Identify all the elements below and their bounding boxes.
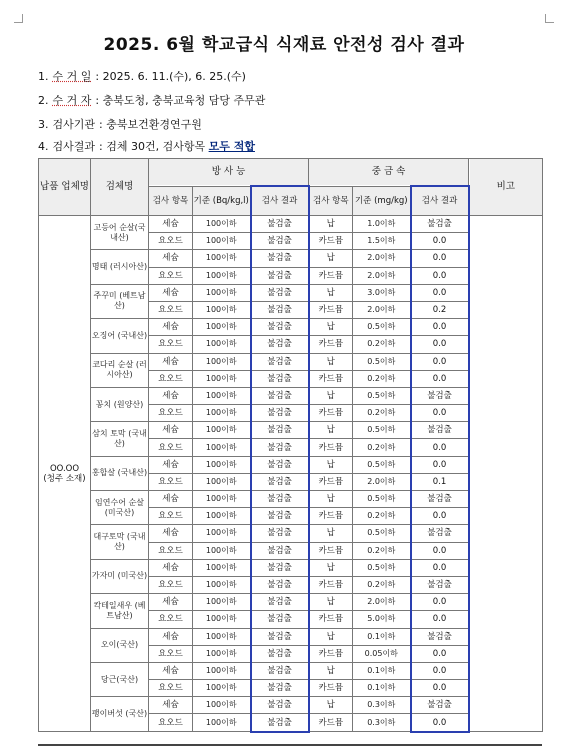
rad-standard: 100이하 <box>193 319 251 336</box>
hm-result: 0.0 <box>411 662 469 679</box>
hm-item: 납 <box>309 662 353 679</box>
hm-item: 카드뮴 <box>309 439 353 456</box>
hm-result: 0.0 <box>411 336 469 353</box>
hm-result: 0.0 <box>411 456 469 473</box>
rad-result: 불검출 <box>251 525 309 542</box>
hm-item: 카드뮴 <box>309 576 353 593</box>
sample-name: 고등어 순살(국내산) <box>91 216 149 250</box>
table-row <box>39 353 543 370</box>
hm-standard: 0.1이하 <box>353 628 411 645</box>
hm-standard: 0.5이하 <box>353 491 411 508</box>
rad-result: 불검출 <box>251 576 309 593</box>
hm-standard: 0.2이하 <box>353 405 411 422</box>
hm-result: 불검출 <box>411 491 469 508</box>
header-sample: 검체명 <box>91 159 149 216</box>
rad-standard: 100이하 <box>193 542 251 559</box>
table-row <box>39 422 543 439</box>
info-label: 검사결과 <box>52 140 96 153</box>
rad-item: 세슘 <box>149 387 193 404</box>
rad-result: 불검출 <box>251 714 309 732</box>
hm-result: 0.0 <box>411 645 469 662</box>
table-row <box>39 456 543 473</box>
hm-item: 납 <box>309 387 353 404</box>
hm-standard: 0.5이하 <box>353 525 411 542</box>
hm-standard: 3.0이하 <box>353 284 411 301</box>
rad-result: 불검출 <box>251 559 309 576</box>
rad-standard: 100이하 <box>193 645 251 662</box>
hm-item: 카드뮴 <box>309 301 353 318</box>
info-sep: : <box>95 94 100 107</box>
rad-standard: 100이하 <box>193 456 251 473</box>
rad-item: 요오드 <box>149 267 193 284</box>
hm-item: 납 <box>309 491 353 508</box>
hm-result: 불검출 <box>411 628 469 645</box>
header-radioactivity: 방 사 능 <box>149 159 309 187</box>
rad-standard: 100이하 <box>193 216 251 233</box>
rad-result: 불검출 <box>251 491 309 508</box>
rad-result: 불검출 <box>251 628 309 645</box>
rad-result: 불검출 <box>251 645 309 662</box>
hm-standard: 0.2이하 <box>353 370 411 387</box>
rad-item: 세슘 <box>149 628 193 645</box>
rad-result: 불검출 <box>251 697 309 714</box>
table-body <box>39 216 543 732</box>
rad-result: 불검출 <box>251 542 309 559</box>
table-row <box>39 491 543 508</box>
remarks-cell <box>469 216 543 732</box>
hm-standard: 0.5이하 <box>353 422 411 439</box>
hm-item: 납 <box>309 319 353 336</box>
rad-item: 세슘 <box>149 422 193 439</box>
rad-result: 불검출 <box>251 250 309 267</box>
hm-item: 카드뮴 <box>309 680 353 697</box>
sample-name: 주꾸미 (베트남산) <box>91 284 149 318</box>
rad-standard: 100이하 <box>193 301 251 318</box>
hm-item: 카드뮴 <box>309 542 353 559</box>
hm-standard: 0.1이하 <box>353 662 411 679</box>
rad-item: 세슘 <box>149 662 193 679</box>
hm-result: 0.1 <box>411 473 469 490</box>
rad-item: 요오드 <box>149 405 193 422</box>
rad-item: 세슘 <box>149 525 193 542</box>
hm-item: 납 <box>309 628 353 645</box>
rad-item: 요오드 <box>149 473 193 490</box>
rad-result: 불검출 <box>251 662 309 679</box>
rad-standard: 100이하 <box>193 559 251 576</box>
rad-standard: 100이하 <box>193 336 251 353</box>
rad-result: 불검출 <box>251 405 309 422</box>
hm-standard: 0.5이하 <box>353 387 411 404</box>
rad-standard: 100이하 <box>193 491 251 508</box>
hm-standard: 0.2이하 <box>353 336 411 353</box>
hm-result: 0.0 <box>411 284 469 301</box>
rad-result: 불검출 <box>251 594 309 611</box>
header-rad-standard: 기준 (Bq/kg,l) <box>193 186 251 216</box>
table-row <box>39 250 543 267</box>
rad-item: 요오드 <box>149 542 193 559</box>
hm-item: 카드뮴 <box>309 233 353 250</box>
table-row <box>39 697 543 714</box>
rad-standard: 100이하 <box>193 473 251 490</box>
header-hm-item: 검사 항목 <box>309 186 353 216</box>
hm-standard: 0.3이하 <box>353 697 411 714</box>
rad-standard: 100이하 <box>193 405 251 422</box>
hm-result: 0.0 <box>411 319 469 336</box>
sample-name: 홍합살 (국내산) <box>91 456 149 490</box>
hm-result: 불검출 <box>411 576 469 593</box>
hm-item: 납 <box>309 250 353 267</box>
rad-standard: 100이하 <box>193 284 251 301</box>
rad-result: 불검출 <box>251 370 309 387</box>
hm-item: 카드뮴 <box>309 645 353 662</box>
rad-result: 불검출 <box>251 422 309 439</box>
hm-result: 불검출 <box>411 387 469 404</box>
table-row <box>39 525 543 542</box>
hm-standard: 0.2이하 <box>353 508 411 525</box>
rad-standard: 100이하 <box>193 628 251 645</box>
hm-result: 불검출 <box>411 216 469 233</box>
rad-item: 세슘 <box>149 284 193 301</box>
hm-standard: 2.0이하 <box>353 594 411 611</box>
hm-item: 카드뮴 <box>309 336 353 353</box>
header-hm-result: 검사 결과 <box>411 186 469 216</box>
info-sep: : <box>95 70 100 83</box>
info-value: 검체 30건, 검사항목 <box>106 140 206 153</box>
rad-item: 세슘 <box>149 697 193 714</box>
hm-result: 0.0 <box>411 714 469 732</box>
table-row <box>39 387 543 404</box>
table-row <box>39 628 543 645</box>
rad-item: 세슘 <box>149 559 193 576</box>
rad-result: 불검출 <box>251 680 309 697</box>
hm-result: 0.0 <box>411 250 469 267</box>
rad-item: 세슘 <box>149 353 193 370</box>
rad-result: 불검출 <box>251 319 309 336</box>
table-row <box>39 559 543 576</box>
rad-standard: 100이하 <box>193 697 251 714</box>
hm-result: 0.0 <box>411 611 469 628</box>
rad-item: 요오드 <box>149 508 193 525</box>
hm-standard: 0.2이하 <box>353 439 411 456</box>
rad-standard: 100이하 <box>193 422 251 439</box>
hm-standard: 2.0이하 <box>353 250 411 267</box>
table-row <box>39 319 543 336</box>
sample-name: 명태 (러시아산) <box>91 250 149 284</box>
hm-result: 불검출 <box>411 697 469 714</box>
rad-standard: 100이하 <box>193 353 251 370</box>
hm-item: 카드뮴 <box>309 508 353 525</box>
sample-name: 칵테일새우 (베트남산) <box>91 594 149 628</box>
info-value: 충북보건환경연구원 <box>106 118 202 131</box>
rad-standard: 100이하 <box>193 439 251 456</box>
sample-name: 삼치 토막 (국내산) <box>91 422 149 456</box>
table-row <box>39 284 543 301</box>
rad-item: 요오드 <box>149 301 193 318</box>
result-highlight: 모두 적합 <box>208 140 255 153</box>
info-label: 수 거 자 <box>52 94 92 107</box>
hm-result: 불검출 <box>411 422 469 439</box>
hm-item: 카드뮴 <box>309 405 353 422</box>
hm-standard: 1.5이하 <box>353 233 411 250</box>
info-value: 2025. 6. 11.(수), 6. 25.(수) <box>102 70 246 83</box>
rad-standard: 100이하 <box>193 387 251 404</box>
rad-standard: 100이하 <box>193 370 251 387</box>
rad-standard: 100이하 <box>193 250 251 267</box>
hm-item: 납 <box>309 216 353 233</box>
info-num: 1. <box>38 70 49 83</box>
rad-result: 불검출 <box>251 301 309 318</box>
rad-item: 요오드 <box>149 439 193 456</box>
info-sep: : <box>99 118 103 131</box>
table-row <box>39 216 543 233</box>
rad-item: 세슘 <box>149 456 193 473</box>
hm-item: 납 <box>309 284 353 301</box>
hm-item: 카드뮴 <box>309 714 353 732</box>
hm-item: 납 <box>309 594 353 611</box>
rad-item: 요오드 <box>149 576 193 593</box>
hm-standard: 5.0이하 <box>353 611 411 628</box>
hm-standard: 2.0이하 <box>353 267 411 284</box>
rad-standard: 100이하 <box>193 611 251 628</box>
rad-result: 불검출 <box>251 353 309 370</box>
rad-item: 요오드 <box>149 645 193 662</box>
rad-item: 세슘 <box>149 319 193 336</box>
hm-standard: 0.1이하 <box>353 680 411 697</box>
hm-item: 납 <box>309 353 353 370</box>
header-heavy-metal: 중 금 속 <box>309 159 469 187</box>
sample-name: 대구토막 (국내산) <box>91 525 149 559</box>
rad-item: 세슘 <box>149 491 193 508</box>
sample-name: 팽이버섯 (국산) <box>91 697 149 732</box>
hm-standard: 1.0이하 <box>353 216 411 233</box>
rad-result: 불검출 <box>251 336 309 353</box>
rad-result: 불검출 <box>251 216 309 233</box>
hm-standard: 2.0이하 <box>353 473 411 490</box>
header-supplier: 납품 업체명 <box>39 159 91 216</box>
info-num: 3. <box>38 118 49 131</box>
sample-name: 코다리 순살 (러시아산) <box>91 353 149 387</box>
supplier-cell <box>39 216 91 732</box>
page-corner-mark <box>545 14 554 23</box>
rad-standard: 100이하 <box>193 508 251 525</box>
rad-standard: 100이하 <box>193 594 251 611</box>
hm-result: 0.0 <box>411 353 469 370</box>
hm-standard: 0.5이하 <box>353 319 411 336</box>
sample-name: 꽁치 (원양산) <box>91 387 149 421</box>
supplier-region: (청주 소재) <box>43 473 86 484</box>
info-label: 수 거 일 <box>52 70 92 83</box>
hm-item: 납 <box>309 697 353 714</box>
hm-item: 카드뮴 <box>309 267 353 284</box>
hm-result: 0.0 <box>411 559 469 576</box>
hm-standard: 0.05이하 <box>353 645 411 662</box>
rad-result: 불검출 <box>251 611 309 628</box>
hm-result: 0.2 <box>411 301 469 318</box>
info-sep: : <box>99 140 103 153</box>
sample-name: 당근(국산) <box>91 662 149 696</box>
hm-item: 카드뮴 <box>309 473 353 490</box>
header-rad-result: 검사 결과 <box>251 186 309 216</box>
info-label: 검사기관 <box>52 118 96 131</box>
hm-result: 0.0 <box>411 370 469 387</box>
sample-name: 오이(국산) <box>91 628 149 662</box>
inspection-table <box>38 158 543 733</box>
hm-result: 0.0 <box>411 439 469 456</box>
info-line-date <box>38 68 246 84</box>
bottom-rule <box>38 744 542 746</box>
hm-result: 0.0 <box>411 542 469 559</box>
info-num: 4. <box>38 140 49 153</box>
hm-item: 납 <box>309 456 353 473</box>
hm-item: 카드뮴 <box>309 370 353 387</box>
sample-name: 오징어 (국내산) <box>91 319 149 353</box>
hm-standard: 0.3이하 <box>353 714 411 732</box>
rad-result: 불검출 <box>251 473 309 490</box>
hm-result: 0.0 <box>411 594 469 611</box>
rad-item: 요오드 <box>149 370 193 387</box>
table-row <box>39 662 543 679</box>
rad-item: 세슘 <box>149 594 193 611</box>
hm-item: 납 <box>309 559 353 576</box>
info-line-agency <box>38 116 202 132</box>
sample-name: 임연수어 순살(미국산) <box>91 491 149 525</box>
document-title: 2025. 6월 학교급식 식재료 안전성 검사 결과 <box>103 35 465 55</box>
rad-standard: 100이하 <box>193 576 251 593</box>
rad-item: 요오드 <box>149 680 193 697</box>
rad-item: 요오드 <box>149 233 193 250</box>
rad-result: 불검출 <box>251 508 309 525</box>
hm-standard: 0.5이하 <box>353 559 411 576</box>
hm-result: 불검출 <box>411 525 469 542</box>
hm-standard: 0.5이하 <box>353 456 411 473</box>
rad-item: 세슘 <box>149 250 193 267</box>
rad-item: 세슘 <box>149 216 193 233</box>
rad-result: 불검출 <box>251 456 309 473</box>
supplier-name: OO.OO <box>49 463 80 474</box>
hm-result: 0.0 <box>411 508 469 525</box>
header-remarks: 비고 <box>469 159 543 216</box>
rad-result: 불검출 <box>251 267 309 284</box>
info-line-collector <box>38 92 265 108</box>
rad-result: 불검출 <box>251 233 309 250</box>
rad-result: 불검출 <box>251 439 309 456</box>
sample-name: 가자미 (미국산) <box>91 559 149 593</box>
hm-standard: 0.2이하 <box>353 576 411 593</box>
rad-standard: 100이하 <box>193 525 251 542</box>
info-num: 2. <box>38 94 49 107</box>
hm-result: 0.0 <box>411 405 469 422</box>
rad-item: 요오드 <box>149 611 193 628</box>
hm-standard: 0.2이하 <box>353 542 411 559</box>
rad-result: 불검출 <box>251 284 309 301</box>
rad-standard: 100이하 <box>193 680 251 697</box>
rad-item: 요오드 <box>149 336 193 353</box>
rad-item: 요오드 <box>149 714 193 732</box>
rad-result: 불검출 <box>251 387 309 404</box>
rad-standard: 100이하 <box>193 714 251 732</box>
rad-standard: 100이하 <box>193 662 251 679</box>
hm-standard: 0.5이하 <box>353 353 411 370</box>
info-line-result <box>38 138 255 154</box>
hm-standard: 2.0이하 <box>353 301 411 318</box>
table-row <box>39 594 543 611</box>
hm-item: 납 <box>309 422 353 439</box>
rad-standard: 100이하 <box>193 267 251 284</box>
rad-standard: 100이하 <box>193 233 251 250</box>
header-hm-standard: 기준 (mg/kg) <box>353 186 411 216</box>
hm-result: 0.0 <box>411 233 469 250</box>
hm-item: 납 <box>309 525 353 542</box>
page-corner-mark <box>14 14 23 23</box>
hm-result: 0.0 <box>411 267 469 284</box>
hm-result: 0.0 <box>411 680 469 697</box>
info-value: 충북도청, 충북교육청 담당 주무관 <box>102 94 266 107</box>
header-rad-item: 검사 항목 <box>149 186 193 216</box>
hm-item: 카드뮴 <box>309 611 353 628</box>
